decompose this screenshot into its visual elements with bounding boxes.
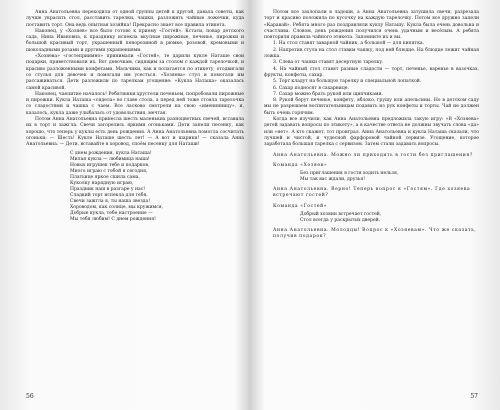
list-item: 1. На стол ставят заварной чайник, а большой — для кипятка. [273,41,425,47]
verse-line: Куколку нарядную играю, [70,180,134,186]
list-item: 3. Слева от чашки ставят десертную тарелку. [273,60,384,66]
answer-line: Стол всегда у раскрытых дверей. [300,218,381,224]
list-item: 4. На чайный стол ставят разные сладости — торт, печенье, варенье в вазочках, фрукты, конфеты, сахар. [264,66,479,78]
page-number-right: 57 [470,393,478,400]
verse-line: Праздник наш в разгаре у нас! [70,186,146,192]
dialogue-question: Анна Анатольевна. Верно! Теперь вопрос к «Гостям». Где хозяева встречают гостей? [273,187,471,199]
paragraph: Наконец, чаепитие началось! Ребятишки хрустели печеньем, попробовали пирожные и пирожки. Кукла Наташа «сидела» во главе стола, а перед ней тоже стояла тарелочка со сладостями и чашка с чаем. Все ласково смотрели на свою «именинницу», и, казалось, кукла даже улыбалась от удовольствия, мечтая. [26,91,244,116]
verse-line: Свечи зажгла я, ты наша звезда! [70,198,151,204]
paragraph: «Хозяева» «гостеприимно» принимали «Гостей», те дарили кукле Наташе свои подарки, приветствовали их. Вот девочкам, сидящим за столом с каждой тарелочкой, и красиво разложенными конфетами. Мальчики, как и полагается по этикету, отодвигали со стулья для девочек и помогали им усесться. «Хозяева» стул и помогали им рассаживаться. Дети разложили по тарелкам угощение: «Кукла Наташа» оказалась самой красивой. [26,54,244,91]
paragraph: Потом Анна Анатольевна принесла шесть маленьких разноцветных свечей, вставила их в торт и зажгла. Свечи загорелись яркими огоньками. Дети запели песенку, как хорошо, что теперь у куклы есть день рождения. А Анна Анатольевна помогла сосчитать огоньки: — Шесть! Кукле Наташе шесть лет! — А вот и шарики! — сказала Анна Анатольевна. — Дети, вставайте в хоровод, споём песенку для Наташи! [26,117,244,148]
verse-line: Новых игрушек тебе и подарков, [70,162,150,168]
verse-line: Добрые кукла, тебе настроение — [70,210,153,216]
verse-line: С днем рождения, кукла Наташа! [70,150,152,156]
dialogue-question: Анна Анатольевна. Можно ли приходить в гости без приглашения? [273,152,473,158]
verse-line: Хороводом, как солнце, мы кружимся, [70,204,164,210]
list-item: 7. Сахар можно брать рукой или щипчиками. [273,91,383,97]
list-item: 6. Сахар подносят в сахарнице. [273,85,349,91]
verse-line: Сладкий торт испекла для тебя, [70,192,148,198]
verse-line: Много играю с тобой я сегодня, [70,168,148,174]
answer-line: Добрый хозяин встречает гостей, [300,212,382,218]
answer-line: Без приглашения в гости ходить нельзя, [300,171,399,177]
dialogue-speaker: Команда «Хозяев» [273,162,328,168]
dialogue-speaker: Команда «Гостей» [273,203,328,209]
paragraph: Анна Анатольевна переходила от одной группы детей к другой, давала советы, как лучше украсить стол, расставить тарелки, чашки, разложить чайные ложечки, куда поставить торт. Она ведь опытная хозяйка! Прекрасно знает все правила этикета. [26,10,244,28]
verse-line: Мы тебя любим! С днем рождения! [70,216,156,222]
verse-line: Милая кукла — любимица наша! [70,156,150,162]
page-number-left: 56 [26,393,34,400]
answer-line: Мы так вас ждали, друзья! [300,177,366,183]
left-page [26,10,244,400]
verse-line: Платьице яркое сшила сама, [70,174,140,180]
paragraph: Потом все захлопали в ладоши, а Анна Анатольевна затушила свечи, разрезала торт и красиво положила по кусочку на каждую тарелочку. Потом все дружно запели «Каравай». Ребята много раз поздравляли куклу Наташу. Кукла была очень довольна и счастлива. Словом, день рождения получился очень удачным и весёлым. А ребята повторили правила чайного этикета. Запомните их и вы. [264,10,479,41]
dialogue-question: Анна Анатольевна. Молодцы! Вопрос к «Хозяевам». Что же сказать, получив подарок? [273,228,477,240]
dialogue-answer [300,171,479,183]
list-item: 5. Торт кладут на большую тарелку и специальной лопаткой. [273,79,422,85]
paragraph: Когда все изучили, как Анна Анатольевна предложила такую игру: «В «Хозяева» детей задавать вопросы по этикету», а в качестве ответа не должны звучать слова «да» или «нет». А кто скажет, тот проиграл. Анна Анатольевна и кукла Наташа сказали, что лучшей и чистой, и чудесной фарфоровой чайной сервизе. Угощение, которое заработала большая тарелка с сервизом. Затем стали задавать вопросы. [264,117,479,148]
paragraph: Наконец, у «Хозяев» все было готово к приему «Гостей». Кстати, повар детского сада, Нина Ивановна, к празднику испекла вкусные пирожные, печенье, пирожки и большой красивый торт, украшенный пенорезиной в рюмке, розовой, кремовыми и шоколадными розами и другими украшениями. [26,28,244,53]
right-page [264,10,479,400]
list-item: 8. Рукой берут печенье, конфету, яблоко, грушу или апельсины. Но в детском саду мы не разрешаем воспитательницам подавать из рук конфеты и торты. Чай не должен быть очень горячим. [264,98,479,116]
etiquette-rules-list [264,41,479,117]
dialogue-answer [300,212,479,224]
list-item: 2. Напротив стула на стол ставим чашку, под ней блюдце. На блюдце лежит чайная ложка. [264,47,479,60]
birthday-verse [70,151,244,223]
